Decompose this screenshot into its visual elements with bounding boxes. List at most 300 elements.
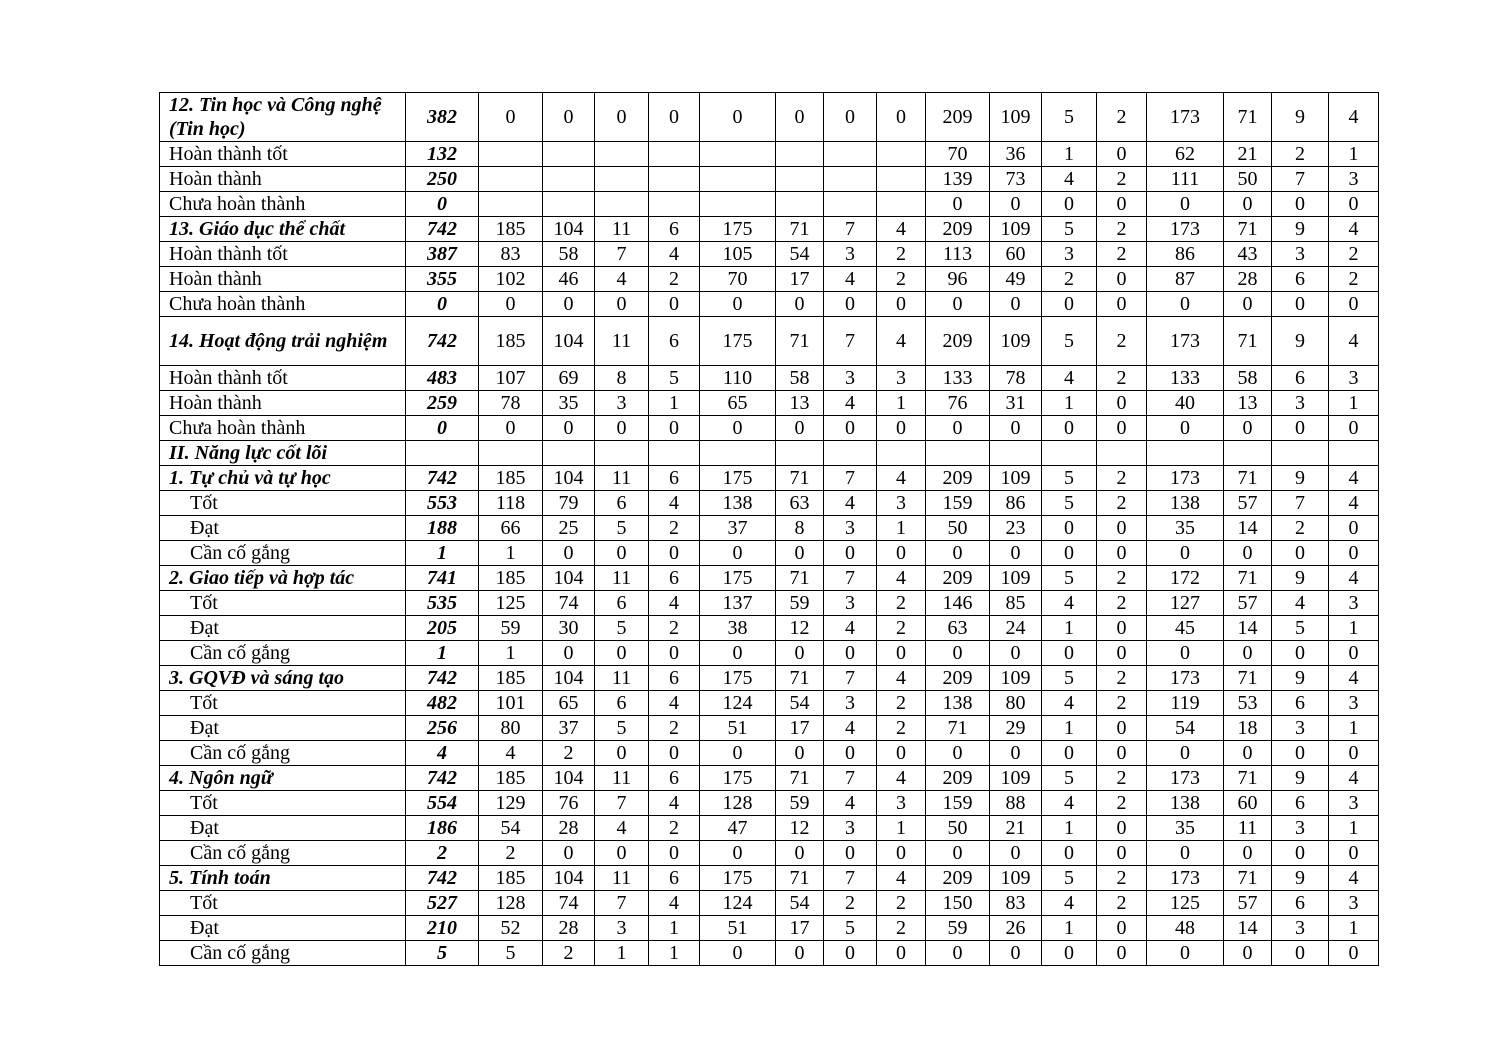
table-cell: 1	[877, 516, 926, 541]
table-cell: 0	[990, 192, 1042, 217]
table-cell: 104	[543, 466, 595, 491]
table-cell: 0	[824, 841, 877, 866]
table-cell: 0	[479, 292, 543, 317]
table-cell: 0	[1097, 741, 1147, 766]
table-cell: 7	[824, 217, 877, 242]
table-cell: 3	[1329, 366, 1379, 391]
table-cell: 35	[543, 391, 595, 416]
table-cell	[479, 441, 543, 466]
table-cell: 175	[700, 317, 776, 366]
table-cell: 0	[776, 416, 824, 441]
table-cell: 18	[1224, 716, 1272, 741]
table-cell: 2	[1097, 866, 1147, 891]
table-cell: 150	[926, 891, 990, 916]
table-cell: 0	[1042, 192, 1097, 217]
row-label: Chưa hoàn thành	[160, 292, 406, 317]
row-total: 210	[406, 916, 479, 941]
table-cell	[776, 441, 824, 466]
table-cell: 29	[990, 716, 1042, 741]
table-cell: 0	[1329, 941, 1379, 966]
table-cell: 110	[700, 366, 776, 391]
table-row	[160, 416, 1379, 441]
table-cell	[824, 192, 877, 217]
table-cell: 1	[479, 541, 543, 566]
table-cell	[595, 192, 649, 217]
table-cell: 137	[700, 591, 776, 616]
table-cell: 0	[877, 541, 926, 566]
table-cell	[1042, 441, 1097, 466]
table-cell: 4	[1329, 491, 1379, 516]
table-cell: 0	[700, 292, 776, 317]
table-cell: 11	[595, 766, 649, 791]
table-cell: 2	[479, 841, 543, 866]
table-cell: 9	[1272, 666, 1329, 691]
table-cell: 0	[990, 541, 1042, 566]
table-cell: 9	[1272, 766, 1329, 791]
table-cell: 76	[543, 791, 595, 816]
row-total: 742	[406, 866, 479, 891]
table-row	[160, 841, 1379, 866]
table-cell: 104	[543, 866, 595, 891]
table-cell: 2	[1329, 242, 1379, 267]
row-label: Cần cố gắng	[160, 541, 406, 566]
table-cell: 70	[700, 267, 776, 292]
table-cell: 129	[479, 791, 543, 816]
table-cell: 8	[776, 516, 824, 541]
table-cell: 0	[926, 741, 990, 766]
table-cell: 4	[649, 891, 700, 916]
table-cell: 124	[700, 691, 776, 716]
table-cell: 0	[649, 641, 700, 666]
table-cell	[595, 142, 649, 167]
table-cell: 175	[700, 566, 776, 591]
table-cell: 0	[1097, 391, 1147, 416]
table-row	[160, 541, 1379, 566]
table-cell: 3	[595, 391, 649, 416]
table-cell: 2	[649, 516, 700, 541]
table-cell: 2	[543, 741, 595, 766]
table-row	[160, 916, 1379, 941]
table-cell: 6	[1272, 791, 1329, 816]
table-cell: 0	[1329, 516, 1379, 541]
table-cell: 0	[649, 541, 700, 566]
table-cell	[990, 441, 1042, 466]
table-cell: 53	[1224, 691, 1272, 716]
table-cell: 2	[1272, 516, 1329, 541]
table-cell: 6	[595, 491, 649, 516]
row-total: 1	[406, 541, 479, 566]
table-cell: 3	[877, 491, 926, 516]
table-cell: 11	[1224, 816, 1272, 841]
table-row	[160, 267, 1379, 292]
table-cell: 78	[990, 366, 1042, 391]
table-row	[160, 192, 1379, 217]
table-cell: 1	[649, 916, 700, 941]
row-label: Đạt	[160, 616, 406, 641]
row-label: Cần cố gắng	[160, 941, 406, 966]
table-cell: 5	[1042, 466, 1097, 491]
table-cell: 0	[824, 541, 877, 566]
row-label: Tốt	[160, 791, 406, 816]
table-cell: 2	[1097, 93, 1147, 142]
table-row	[160, 641, 1379, 666]
table-cell: 173	[1147, 217, 1224, 242]
table-cell: 0	[1147, 641, 1224, 666]
table-cell: 0	[1097, 841, 1147, 866]
row-total: 4	[406, 741, 479, 766]
table-cell: 60	[1224, 791, 1272, 816]
table-cell: 3	[824, 816, 877, 841]
table-cell: 159	[926, 491, 990, 516]
table-cell: 6	[1272, 366, 1329, 391]
table-cell: 101	[479, 691, 543, 716]
table-cell: 1	[877, 816, 926, 841]
table-cell: 119	[1147, 691, 1224, 716]
table-cell: 0	[990, 416, 1042, 441]
table-cell: 0	[1147, 841, 1224, 866]
table-cell: 109	[990, 666, 1042, 691]
row-label: Hoàn thành	[160, 267, 406, 292]
table-cell: 14	[1224, 516, 1272, 541]
table-cell: 0	[649, 93, 700, 142]
table-cell: 1	[595, 941, 649, 966]
table-cell: 6	[1272, 691, 1329, 716]
table-cell: 6	[649, 766, 700, 791]
row-label: Chưa hoàn thành	[160, 192, 406, 217]
table-cell: 57	[1224, 591, 1272, 616]
table-cell: 0	[1042, 841, 1097, 866]
table-cell	[543, 441, 595, 466]
table-cell: 46	[543, 267, 595, 292]
table-cell: 0	[1042, 416, 1097, 441]
table-cell: 175	[700, 866, 776, 891]
table-cell: 4	[649, 791, 700, 816]
table-cell: 71	[776, 666, 824, 691]
table-cell: 0	[1147, 941, 1224, 966]
row-label: Cần cố gắng	[160, 641, 406, 666]
table-cell: 2	[1097, 591, 1147, 616]
table-cell: 73	[990, 167, 1042, 192]
table-row	[160, 142, 1379, 167]
table-cell: 0	[776, 93, 824, 142]
table-cell: 4	[824, 716, 877, 741]
table-cell: 5	[1042, 866, 1097, 891]
table-cell: 0	[1097, 142, 1147, 167]
table-cell: 0	[776, 292, 824, 317]
table-cell: 0	[877, 93, 926, 142]
table-cell: 5	[595, 516, 649, 541]
table-cell	[595, 167, 649, 192]
table-cell: 4	[877, 766, 926, 791]
row-label: 3. GQVĐ và sáng tạo	[160, 666, 406, 691]
table-cell: 7	[595, 891, 649, 916]
table-cell: 11	[595, 566, 649, 591]
table-cell: 6	[1272, 267, 1329, 292]
table-row	[160, 591, 1379, 616]
table-cell: 2	[649, 716, 700, 741]
table-cell: 63	[776, 491, 824, 516]
table-cell: 4	[1042, 366, 1097, 391]
table-cell: 28	[543, 916, 595, 941]
table-cell: 104	[543, 317, 595, 366]
table-cell: 6	[649, 466, 700, 491]
table-cell	[649, 441, 700, 466]
table-cell: 3	[1272, 716, 1329, 741]
table-cell: 3	[1272, 242, 1329, 267]
table-cell: 11	[595, 666, 649, 691]
table-cell: 0	[1097, 941, 1147, 966]
row-total: 186	[406, 816, 479, 841]
row-label: 13. Giáo dục thể chất	[160, 217, 406, 242]
table-cell: 35	[1147, 816, 1224, 841]
table-cell: 24	[990, 616, 1042, 641]
table-cell: 5	[595, 616, 649, 641]
table-cell: 4	[1329, 466, 1379, 491]
table-cell: 7	[824, 566, 877, 591]
table-cell: 175	[700, 666, 776, 691]
table-cell: 185	[479, 317, 543, 366]
table-cell: 52	[479, 916, 543, 941]
table-cell: 0	[1329, 192, 1379, 217]
row-label: 1. Tự chủ và tự học	[160, 466, 406, 491]
table-cell: 3	[877, 366, 926, 391]
table-cell: 5	[1042, 93, 1097, 142]
table-cell: 85	[990, 591, 1042, 616]
table-cell: 71	[1224, 666, 1272, 691]
table-cell: 0	[1097, 816, 1147, 841]
row-total: 250	[406, 167, 479, 192]
table-cell: 57	[1224, 491, 1272, 516]
table-cell: 0	[1224, 541, 1272, 566]
table-cell: 209	[926, 93, 990, 142]
row-label: Đạt	[160, 516, 406, 541]
table-cell: 71	[1224, 466, 1272, 491]
row-total: 205	[406, 616, 479, 641]
table-cell: 2	[1097, 491, 1147, 516]
row-total: 742	[406, 766, 479, 791]
table-cell: 71	[1224, 217, 1272, 242]
table-group-row	[160, 217, 1379, 242]
table-cell: 3	[1042, 242, 1097, 267]
table-cell: 4	[824, 391, 877, 416]
table-cell: 185	[479, 217, 543, 242]
table-row	[160, 242, 1379, 267]
table-cell: 3	[1329, 167, 1379, 192]
table-cell: 0	[990, 741, 1042, 766]
table-cell: 7	[824, 866, 877, 891]
table-cell: 1	[1042, 716, 1097, 741]
table-row	[160, 816, 1379, 841]
row-label: 2. Giao tiếp và hợp tác	[160, 566, 406, 591]
table-cell: 0	[543, 416, 595, 441]
table-cell: 9	[1272, 866, 1329, 891]
table-cell: 26	[990, 916, 1042, 941]
table-cell: 59	[776, 591, 824, 616]
table-cell: 146	[926, 591, 990, 616]
row-label: Tốt	[160, 891, 406, 916]
table-cell: 86	[990, 491, 1042, 516]
table-cell: 0	[776, 841, 824, 866]
table-cell: 1	[479, 641, 543, 666]
table-cell: 0	[595, 841, 649, 866]
table-cell: 51	[700, 716, 776, 741]
table-cell: 6	[649, 566, 700, 591]
table-cell: 6	[649, 666, 700, 691]
table-cell: 71	[776, 217, 824, 242]
table-cell: 175	[700, 217, 776, 242]
table-cell: 4	[877, 566, 926, 591]
table-cell: 36	[990, 142, 1042, 167]
table-cell: 0	[543, 841, 595, 866]
table-cell: 23	[990, 516, 1042, 541]
row-total: 482	[406, 691, 479, 716]
table-cell	[1329, 441, 1379, 466]
table-group-row	[160, 666, 1379, 691]
table-cell	[1224, 441, 1272, 466]
table-cell: 4	[649, 491, 700, 516]
table-cell: 9	[1272, 317, 1329, 366]
table-cell: 5	[649, 366, 700, 391]
table-cell: 0	[926, 541, 990, 566]
table-cell: 58	[1224, 366, 1272, 391]
row-label: Đạt	[160, 716, 406, 741]
table-cell: 4	[877, 666, 926, 691]
table-cell	[776, 142, 824, 167]
row-total: 553	[406, 491, 479, 516]
table-cell: 5	[1042, 217, 1097, 242]
table-cell: 2	[877, 591, 926, 616]
table-cell	[700, 142, 776, 167]
table-cell: 0	[776, 541, 824, 566]
table-cell: 0	[479, 416, 543, 441]
row-label: Đạt	[160, 816, 406, 841]
table-cell: 1	[1042, 816, 1097, 841]
table-cell: 0	[700, 416, 776, 441]
table-cell: 0	[1272, 741, 1329, 766]
table-cell: 2	[1097, 317, 1147, 366]
table-cell	[1272, 441, 1329, 466]
table-cell: 109	[990, 317, 1042, 366]
table-cell: 0	[877, 841, 926, 866]
table-cell: 1	[1042, 142, 1097, 167]
table-cell: 4	[1042, 591, 1097, 616]
table-group-row	[160, 466, 1379, 491]
table-cell: 0	[1224, 292, 1272, 317]
table-cell: 0	[1224, 941, 1272, 966]
table-cell: 0	[1329, 541, 1379, 566]
table-cell: 172	[1147, 566, 1224, 591]
table-cell: 2	[1097, 791, 1147, 816]
table-cell: 47	[700, 816, 776, 841]
table-group-row	[160, 93, 1379, 142]
table-cell: 86	[1147, 242, 1224, 267]
table-cell: 0	[824, 292, 877, 317]
table-cell: 0	[776, 641, 824, 666]
table-cell: 107	[479, 366, 543, 391]
row-label: Hoàn thành	[160, 391, 406, 416]
row-label: 14. Hoạt động trải nghiệm	[160, 317, 406, 366]
table-cell: 0	[990, 841, 1042, 866]
table-cell: 3	[1272, 916, 1329, 941]
table-cell: 7	[595, 242, 649, 267]
table-cell: 45	[1147, 616, 1224, 641]
table-cell	[824, 167, 877, 192]
table-cell: 4	[1329, 317, 1379, 366]
table-cell	[877, 192, 926, 217]
table-cell: 105	[700, 242, 776, 267]
table-cell: 80	[990, 691, 1042, 716]
table-cell: 4	[649, 242, 700, 267]
table-row	[160, 366, 1379, 391]
table-cell: 0	[595, 541, 649, 566]
table-cell: 54	[776, 242, 824, 267]
table-cell: 0	[926, 841, 990, 866]
row-label: Tốt	[160, 591, 406, 616]
table-cell: 0	[595, 641, 649, 666]
table-cell: 209	[926, 766, 990, 791]
table-cell: 4	[595, 816, 649, 841]
table-cell: 0	[1042, 641, 1097, 666]
table-cell: 104	[543, 666, 595, 691]
table-cell: 1	[1329, 142, 1379, 167]
table-cell: 0	[1097, 267, 1147, 292]
table-cell: 5	[1042, 491, 1097, 516]
table-cell: 0	[824, 941, 877, 966]
row-label: Hoàn thành tốt	[160, 142, 406, 167]
table-cell	[926, 441, 990, 466]
table-cell: 4	[824, 616, 877, 641]
table-cell: 133	[926, 366, 990, 391]
table-row	[160, 691, 1379, 716]
table-cell: 71	[776, 766, 824, 791]
table-cell: 1	[1042, 391, 1097, 416]
table-cell: 0	[990, 641, 1042, 666]
table-cell: 2	[649, 816, 700, 841]
table-cell: 2	[1097, 766, 1147, 791]
table-cell: 12	[776, 816, 824, 841]
table-cell: 7	[595, 791, 649, 816]
table-cell: 0	[595, 93, 649, 142]
table-cell: 2	[1097, 466, 1147, 491]
table-cell: 5	[1272, 616, 1329, 641]
table-cell: 113	[926, 242, 990, 267]
table-group-row	[160, 441, 1379, 466]
table-cell: 2	[1097, 366, 1147, 391]
table-cell: 173	[1147, 866, 1224, 891]
row-total: 355	[406, 267, 479, 292]
table-cell: 173	[1147, 466, 1224, 491]
table-cell: 109	[990, 217, 1042, 242]
table-cell: 59	[776, 791, 824, 816]
table-row	[160, 616, 1379, 641]
table-cell: 25	[543, 516, 595, 541]
row-total: 259	[406, 391, 479, 416]
table-cell: 54	[776, 691, 824, 716]
table-cell: 173	[1147, 766, 1224, 791]
table-cell: 0	[877, 941, 926, 966]
table-cell: 0	[926, 292, 990, 317]
table-cell: 1	[1329, 616, 1379, 641]
table-cell: 0	[543, 292, 595, 317]
row-label: Hoàn thành	[160, 167, 406, 192]
table-row	[160, 791, 1379, 816]
table-cell: 1	[1042, 616, 1097, 641]
table-cell: 2	[1097, 242, 1147, 267]
table-cell: 5	[1042, 666, 1097, 691]
table-cell: 0	[877, 741, 926, 766]
table-cell: 0	[543, 93, 595, 142]
table-cell: 109	[990, 466, 1042, 491]
